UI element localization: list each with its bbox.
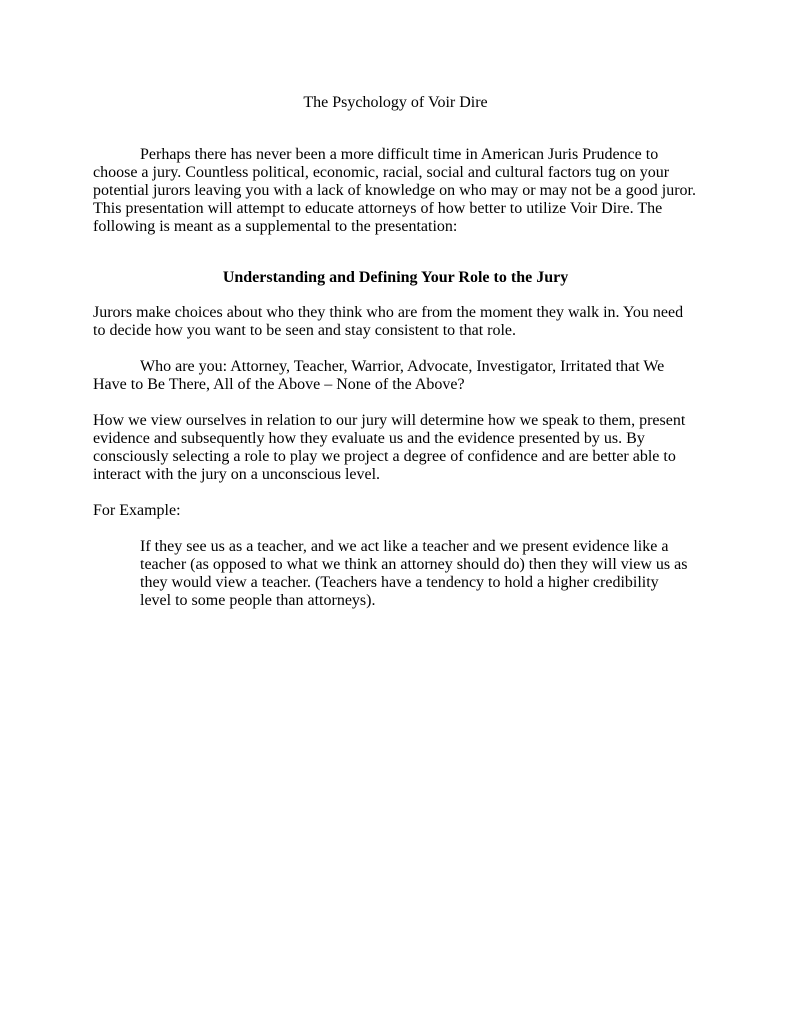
document-title: The Psychology of Voir Dire: [303, 94, 488, 111]
example-quote: If they see us as a teacher, and we act like a teacher and we present evidence like a teacher (as opposed to what we think an attorney should do) then they will view us as they would view a teacher. (Teachers have a tendency to hold a higher credibility level to some people than attorneys).: [140, 538, 688, 609]
section-heading: Understanding and Defining Your Role to the Jury: [222, 269, 569, 286]
intro-paragraph: Perhaps there has never been a more difficult time in American Juris Prudence to choose a jury. Countless political, economic, racial, social and cultural factors tug on your potential jurors leaving you with a lack of knowledge on who may or may not be a good juror. This presentation will attempt to educate attorneys of how better to utilize Voir Dire. The following is meant as a supplemental to the presentation:: [93, 146, 696, 235]
role-paragraph: Jurors make choices about who they think who are from the moment they walk in. You need to decide how you want to be seen and stay consistent to that role.: [93, 304, 684, 339]
who-paragraph: Who are you: Attorney, Teacher, Warrior, Advocate, Investigator, Irritated that We Have to Be There, All of the Above – None of the Above?: [93, 358, 665, 393]
example-label: For Example:: [93, 502, 181, 519]
view-paragraph: How we view ourselves in relation to our jury will determine how we speak to them, present evidence and subsequently how they evaluate us and the evidence presented by us. By consciously selecting a role to play we project a degree of confidence and are better able to interact with the jury on a unconscious level.: [93, 412, 686, 483]
